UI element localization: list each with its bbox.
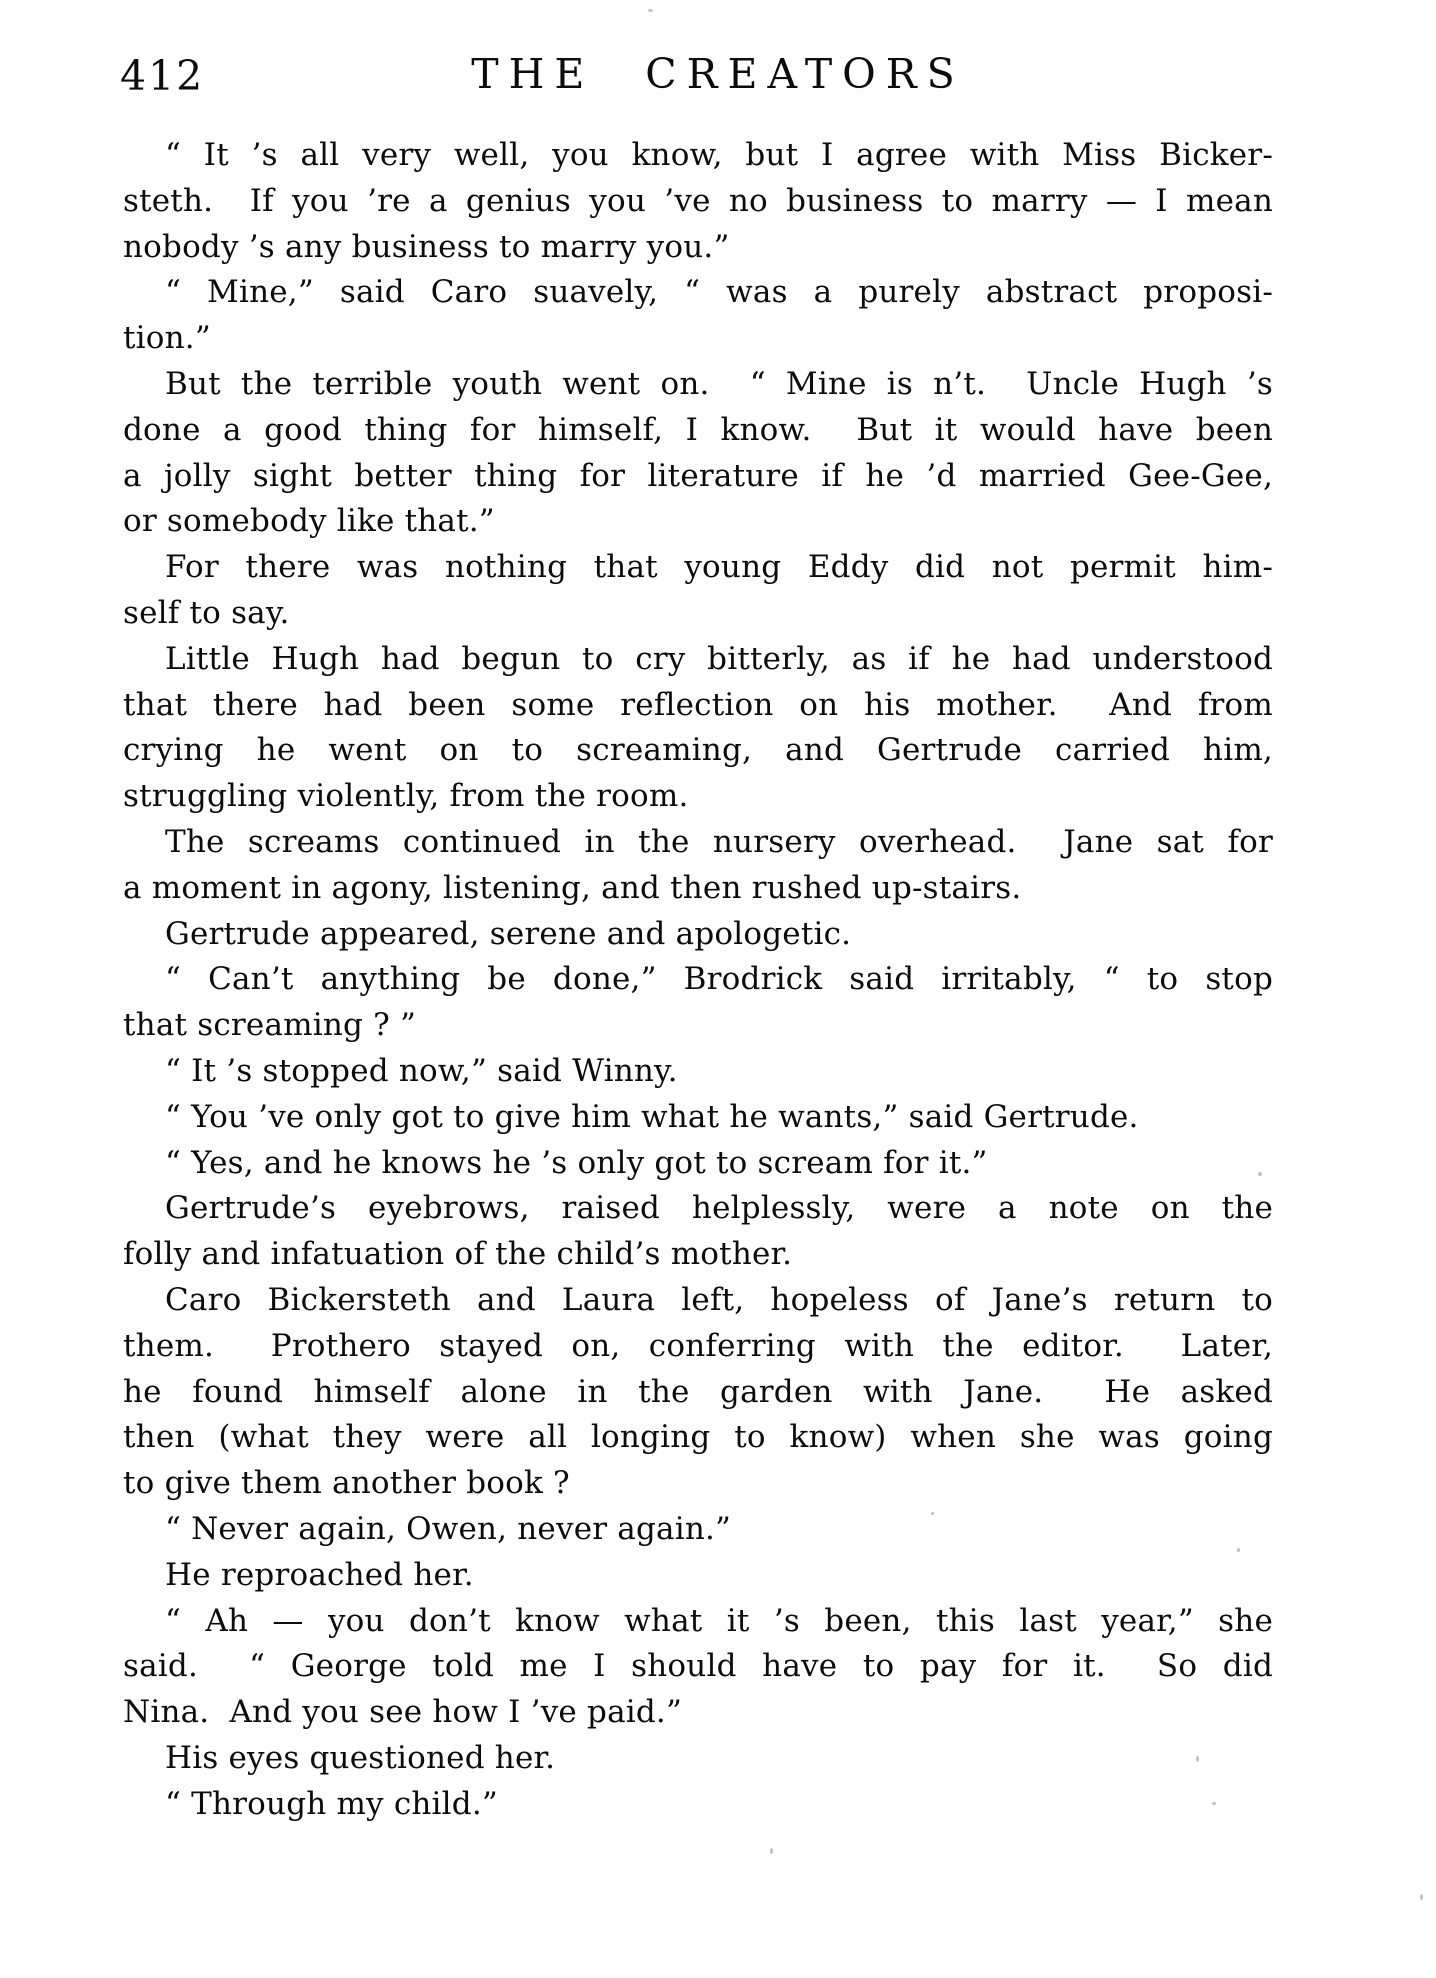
scan-speck [1258,1172,1262,1176]
page-number: 412 [120,52,205,100]
scan-speck [1196,1756,1199,1762]
text-line: “ Never again, Owen, never again.” [165,1510,732,1547]
text-line: nobody ’s any business to marry you.” [123,228,730,265]
text-line: “ Mine,” said Caro suavely, “ was a purely abstract proposi- [165,274,1273,311]
text-line: The screams continued in the nursery overhead. Jane sat for [165,823,1273,860]
text-line: “ Ah — you don’t know what it ’s been, this last year,” she [165,1602,1273,1639]
text-line: said. “ George told me I should have to pay for it. So did [123,1648,1273,1685]
scan-speck [648,9,653,12]
text-line: then (what they were all longing to know) when she was going [123,1419,1273,1456]
text-line: that there had been some reflection on his mother. And from [123,686,1273,723]
text-line: His eyes questioned her. [165,1739,556,1776]
text-line: Gertrude appeared, serene and apologetic. [165,915,852,952]
text-line: or somebody like that.” [123,503,495,540]
text-line: “ Through my child.” [165,1785,498,1822]
text-line: he found himself alone in the garden with Jane. He asked [123,1373,1273,1410]
text-line: Little Hugh had begun to cry bitterly, as if he had understood [165,640,1273,677]
running-title: THE CREATORS [471,50,965,98]
body-text [123,133,1273,1827]
text-line: Nina. And you see how I ’ve paid.” [123,1694,683,1731]
text-line: “ Can’t anything be done,” Brodrick said irritably, “ to stop [165,961,1273,998]
text-line: He reproached her. [165,1556,474,1593]
text-line: For there was nothing that young Eddy did not permit him- [165,549,1273,586]
text-line: struggling violently, from the room. [123,778,689,815]
text-line: “ Yes, and he knows he ’s only got to scream for it.” [165,1144,988,1181]
running-header [0,50,1436,98]
text-line: “ You ’ve only got to give him what he wants,” said Gertrude. [165,1098,1139,1135]
text-line: folly and infatuation of the child’s mother. [123,1236,793,1273]
text-line: tion.” [123,320,211,357]
text-line: a moment in agony, listening, and then rushed up-stairs. [123,869,1022,906]
scan-speck [1212,1802,1216,1805]
text-line: self to say. [123,594,290,631]
text-line: them. Prothero stayed on, conferring with the editor. Later, [123,1327,1273,1364]
text-line: crying he went on to screaming, and Gertrude carried him, [123,732,1273,769]
text-line: Gertrude’s eyebrows, raised helplessly, were a note on the [165,1190,1273,1227]
text-line: done a good thing for himself, I know. But it would have been [123,411,1273,448]
text-line: to give them another book ? [123,1465,570,1502]
scan-speck [1420,1894,1423,1900]
scan-speck [1237,1548,1240,1552]
text-line: steth. If you ’re a genius you ’ve no business to marry — I mean [123,182,1273,219]
text-line: “ It ’s stopped now,” said Winny. [165,1052,678,1089]
scan-speck [770,1848,773,1854]
text-line: “ It ’s all very well, you know, but I agree with Miss Bicker- [165,137,1273,173]
text-line: But the terrible youth went on. “ Mine is n’t. Uncle Hugh ’s [165,365,1273,402]
text-line: Caro Bickersteth and Laura left, hopeless of Jane’s return to [165,1281,1273,1318]
scan-speck [931,1512,934,1515]
text-line: a jolly sight better thing for literature if he ’d married Gee-Gee, [123,457,1273,494]
text-line: that screaming ? ” [123,1007,417,1044]
